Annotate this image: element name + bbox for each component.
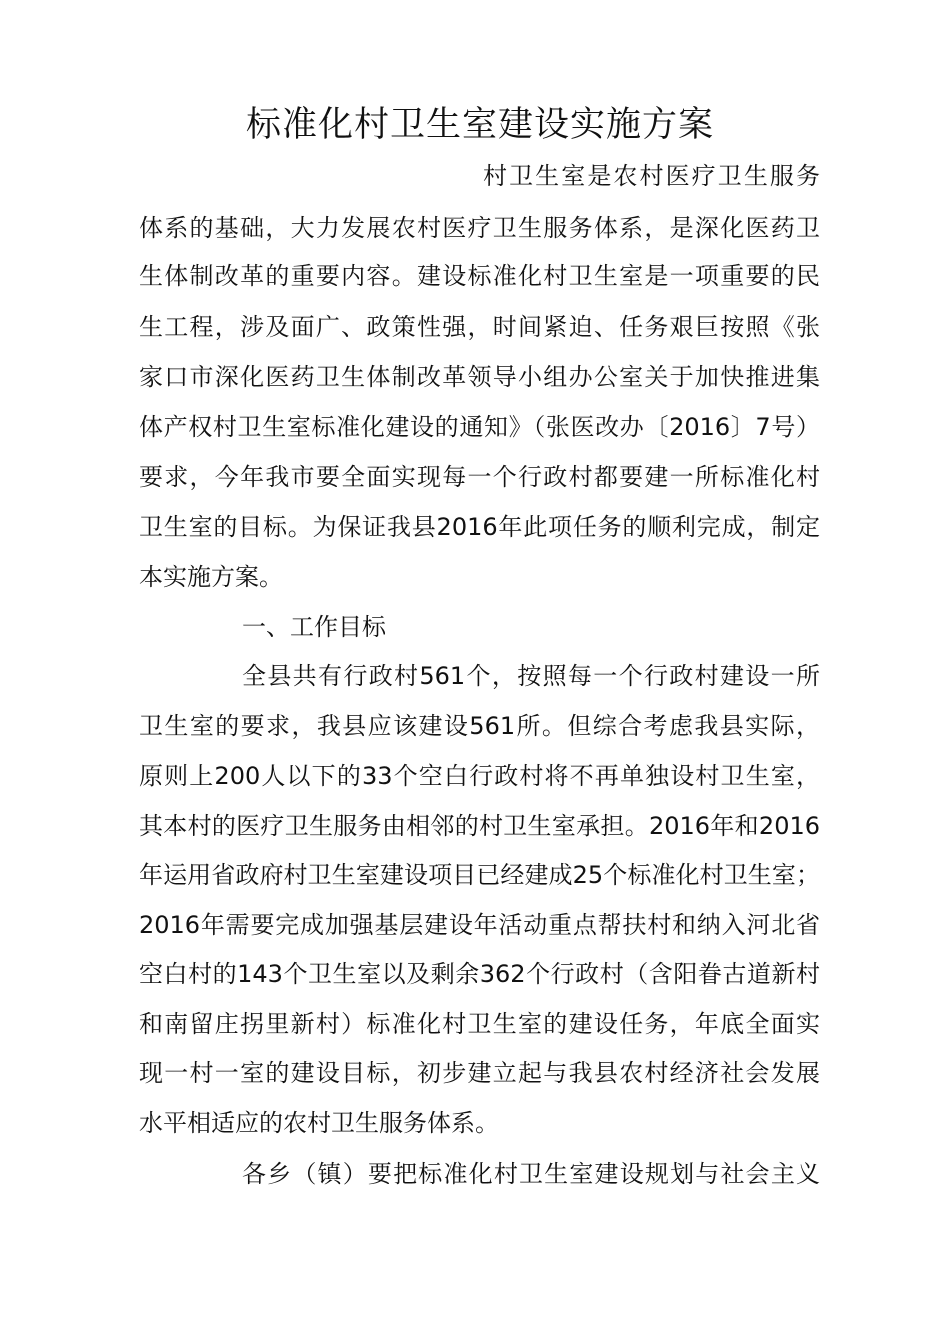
document-title: 标准化村卫生室建设实施方案 xyxy=(245,105,714,145)
paragraph-2-line: 水平相适应的农村卫生服务体系。 xyxy=(139,1109,499,1137)
paragraph-1-line: 体系的基础，大力发展农村医疗卫生服务体系，是深化医药卫 xyxy=(139,214,820,242)
paragraph-2-line: 卫生室的要求，我县应该建设561所。但综合考虑我县实际， xyxy=(139,712,820,740)
paragraph-2-line: 原则上200人以下的33个空白行政村将不再单独设村卫生室， xyxy=(139,762,820,790)
paragraph-2-line: 2016年需要完成加强基层建设年活动重点帮扶村和纳入河北省 xyxy=(139,911,820,939)
paragraph-1-line: 生体制改革的重要内容。建设标准化村卫生室是一项重要的民 xyxy=(139,262,820,290)
paragraph-1-line: 家口市深化医药卫生体制改革领导小组办公室关于加快推进集 xyxy=(139,363,820,391)
paragraph-2-line: 现一村一室的建设目标，初步建立起与我县农村经济社会发展 xyxy=(139,1059,820,1087)
paragraph-3-line: 各乡（镇）要把标准化村卫生室建设规划与社会主义 xyxy=(242,1160,820,1188)
paragraph-2-line: 全县共有行政村561个，按照每一个行政村建设一所 xyxy=(242,662,820,690)
paragraph-2-line: 其本村的医疗卫生服务由相邻的村卫生室承担。2016年和2016 xyxy=(139,812,820,840)
section-heading: 一、工作目标 xyxy=(242,613,386,641)
paragraph-1-line: 村卫生室是农村医疗卫生服务 xyxy=(483,162,820,190)
paragraph-1-line: 生工程，涉及面广、政策性强，时间紧迫、任务艰巨按照《张 xyxy=(139,313,820,341)
paragraph-1-line: 要求，今年我市要全面实现每一个行政村都要建一所标准化村 xyxy=(139,463,820,491)
paragraph-2-line: 空白村的143个卫生室以及剩余362个行政村（含阳眷古道新村 xyxy=(139,960,820,988)
paragraph-1-line: 体产权村卫生室标准化建设的通知》（张医改办〔2016〕7号） xyxy=(139,413,820,441)
paragraph-1-line: 本实施方案。 xyxy=(139,563,283,591)
paragraph-2-line: 和南留庄拐里新村）标准化村卫生室的建设任务，年底全面实 xyxy=(139,1010,820,1038)
paragraph-1-line: 卫生室的目标。为保证我县2016年此项任务的顺利完成，制定 xyxy=(139,513,820,541)
paragraph-2-line: 年运用省政府村卫生室建设项目已经建成25个标准化村卫生室； xyxy=(139,861,820,889)
